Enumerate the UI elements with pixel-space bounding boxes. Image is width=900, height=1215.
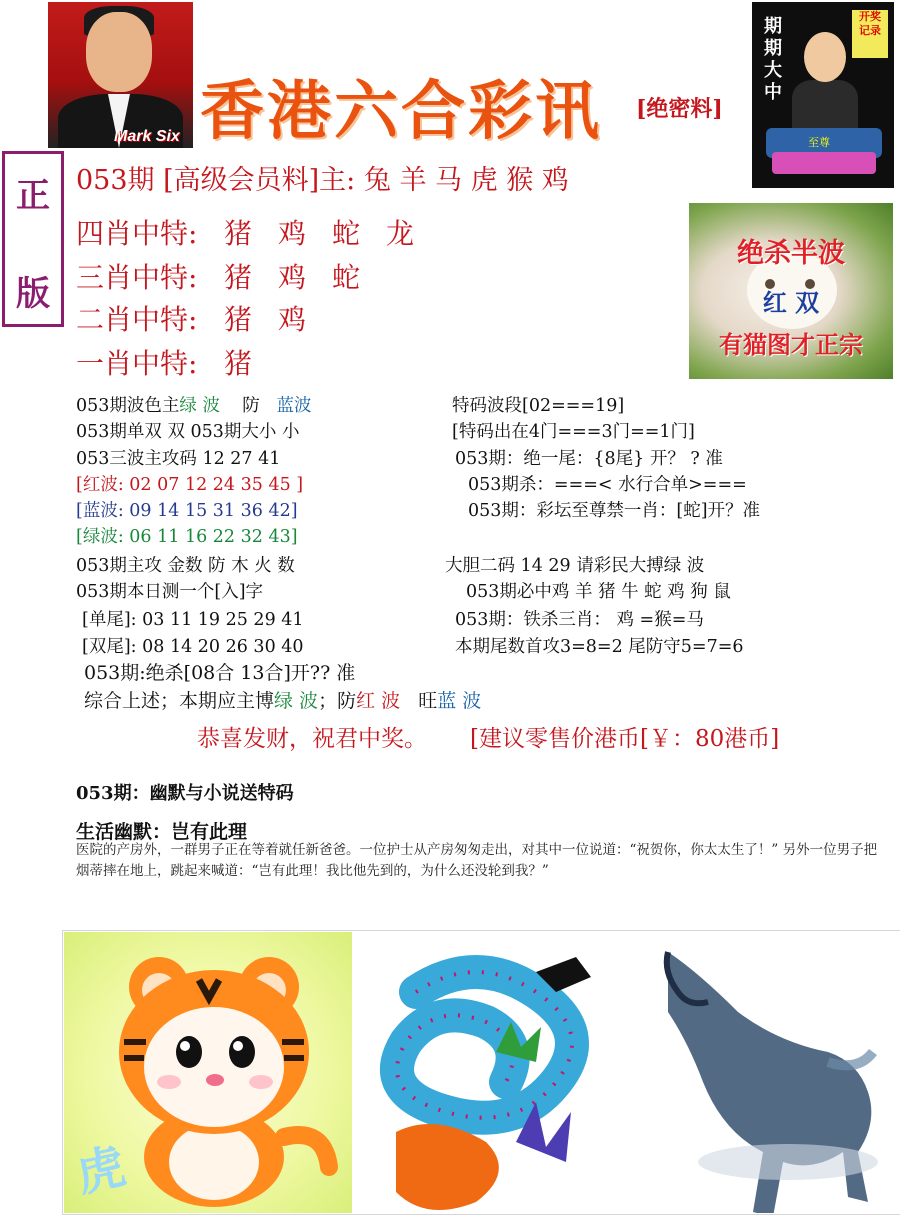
main-attack-line: 053期主攻 金数 防 木 火 数 <box>76 556 295 576</box>
red-wave-line: [红波: 02 07 12 24 35 45 ] <box>76 475 304 495</box>
wave-guard-label: 防 <box>242 396 260 416</box>
portrait-photo <box>48 2 193 148</box>
pick-item: 猪 <box>224 261 253 294</box>
must-hit-line: 053期必中鸡 羊 猪 牛 蛇 鸡 狗 鼠 <box>466 582 731 602</box>
pick-item: 蛇 <box>332 261 361 294</box>
wave-guard: 蓝波 <box>276 396 312 416</box>
joke-body: 医院的产房外，一群男子正在等着就任新爸爸。一位护士从产房匆匆走出，对其中一位说道：“祝贺你，你太太生了！” 另外一位男子把烟蒂摔在地上，跳起来喊道：“岂有此理！我比他先到的，为什么还没轮到我？” <box>76 842 878 879</box>
badge-vertical-text: 期期大中 <box>764 16 782 103</box>
tail-attack-line: 本期尾数首攻3=8=2 尾防守5=7=6 <box>455 637 744 657</box>
summary-line <box>84 686 481 713</box>
single-tail-line: [单尾]: 03 11 19 25 29 41 <box>82 610 304 630</box>
portrait-face <box>86 12 152 92</box>
pick-item: 鸡 <box>278 303 307 336</box>
summary-guard: 红 波 <box>356 690 401 712</box>
pick-row-three <box>76 256 378 296</box>
joke-header: 053期：幽默与小说送特码 <box>76 783 294 804</box>
daily-char-line: 053期本日测一个[入]字 <box>76 582 264 602</box>
bold-two-line: 大胆二码 14 29 请彩民大搏绿 波 <box>445 556 705 576</box>
tiger-character: 虎 <box>71 1138 131 1204</box>
pick-row-two <box>76 298 324 338</box>
pick-item: 猪 <box>224 347 253 380</box>
stamp-char-top: 正 <box>16 176 50 216</box>
authentic-stamp <box>2 151 64 327</box>
ink-horse-image <box>648 932 898 1213</box>
wave-main: 绿 波 <box>179 396 220 416</box>
congrats-text: 恭喜发财，祝君中奖。 <box>197 726 427 752</box>
forbidden-line: 053期：彩坛至尊禁一肖：[蛇]开？准 <box>468 501 761 521</box>
green-wave-line: [绿波: 06 11 16 22 32 43] <box>76 527 298 547</box>
issue-main-line: 053期 [高级会员料]主: 兔 羊 马 虎 猴 鸡 <box>76 165 569 196</box>
pick-label: 一肖中特: <box>76 347 198 380</box>
mark-six-logo: Mark Six <box>114 128 180 145</box>
summary-sep: ；防 <box>318 690 357 712</box>
joke-title: 生活幽默：岂有此理 <box>76 821 248 843</box>
blue-wave-line: [蓝波: 09 14 15 31 36 42] <box>76 501 298 521</box>
wave-color-prefix: 053期波色主 <box>76 396 180 416</box>
papercut-snake-image <box>356 932 646 1213</box>
double-tail-line: [双尾]: 08 14 20 26 30 40 <box>82 637 304 657</box>
cartoon-base-label: 至尊 <box>808 136 830 149</box>
tiger-cartoon-image <box>64 932 352 1213</box>
three-wave-line: 053三波主攻码 12 27 41 <box>76 449 281 469</box>
summary-prefix: 综合上述；本期应主博 <box>84 690 275 712</box>
price-text: [建议零售价港币[￥：80港币] <box>470 726 780 752</box>
summary-wang-val: 蓝 波 <box>437 690 482 712</box>
cat-box-line-2: 红 双 <box>762 288 820 317</box>
tail-pick-line: 053期：绝一尾：{8尾} 开？ ? 准 <box>455 449 723 469</box>
stamp-char-bottom: 版 <box>16 274 50 314</box>
pick-item: 猪 <box>224 303 253 336</box>
kill-line: 053期:绝杀[08合 13合]开?? 准 <box>84 662 356 684</box>
pick-label: 三肖中特: <box>76 261 198 294</box>
ink-horse-icon <box>648 932 898 1213</box>
pick-row-one <box>76 342 270 382</box>
pick-row-four <box>76 212 432 252</box>
special-gate-line: [特码出在4门===3门==1门] <box>452 422 695 442</box>
odd-even-line: 053期单双 双 053期大小 小 <box>76 422 300 442</box>
summary-wang: 旺 <box>418 690 438 712</box>
kill-combo-line: 053期杀：===< 水行合单>=== <box>468 475 747 495</box>
badge-ribbon: 开奖 记录 <box>852 10 888 58</box>
page-title: 香港六合彩讯 <box>200 74 602 149</box>
cartoon-stand <box>772 152 876 174</box>
papercut-snake-icon <box>356 932 646 1213</box>
page-subtitle: [绝密料] <box>636 96 723 122</box>
pick-label: 四肖中特: <box>76 217 198 250</box>
cat-box-line-3: 有猫图才正宗 <box>719 330 863 359</box>
cat-box-line-1: 绝杀半波 <box>737 238 845 269</box>
pick-item: 蛇 <box>332 217 361 250</box>
iron-kill-line: 053期：铁杀三肖： 鸡 =猴=马 <box>455 610 704 630</box>
pick-label: 二肖中特: <box>76 303 198 336</box>
pick-item: 猪 <box>224 217 253 250</box>
wave-color-line <box>76 392 311 417</box>
pick-item: 鸡 <box>278 261 307 294</box>
pick-item: 龙 <box>386 217 415 250</box>
summary-main: 绿 波 <box>274 690 319 712</box>
cartoon-head <box>804 32 846 82</box>
pick-item: 鸡 <box>278 217 307 250</box>
special-range-line: 特码波段[02===19] <box>452 396 625 416</box>
cartoon-badge-image <box>752 2 894 188</box>
cat-promo-image <box>689 203 893 379</box>
